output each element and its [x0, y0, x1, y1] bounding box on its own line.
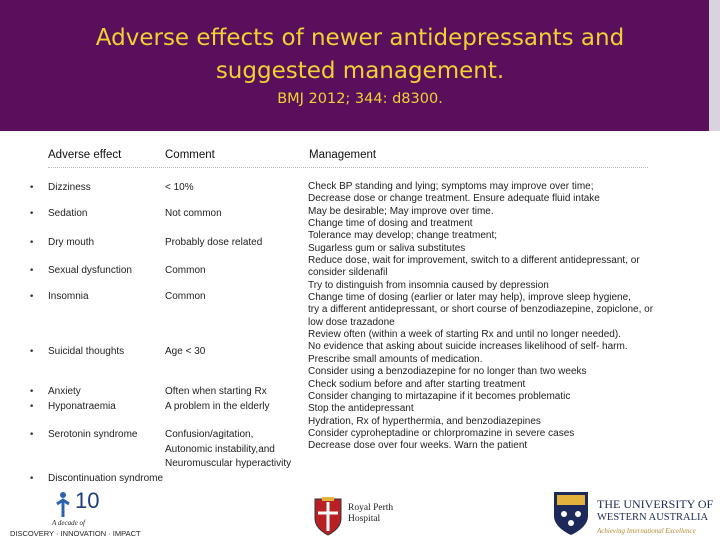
- decade-pillars: DISCOVERY · INNOVATION · IMPACT: [10, 529, 141, 538]
- bullet: •: [29, 209, 35, 219]
- hospital-name: [348, 503, 393, 525]
- management-line: Change time of dosing (earlier or later may help), improve sleep hygiene,: [308, 292, 631, 304]
- management-line: Tolerance may develop; change treatment;: [308, 230, 497, 242]
- management-line: Stop the antidepressant: [308, 403, 414, 415]
- bullet: •: [29, 474, 35, 484]
- management-line: Decrease dose or change treatment. Ensure adequate fluid intake: [308, 193, 600, 205]
- comment-dizziness: < 10%: [165, 182, 194, 193]
- bullet: •: [29, 183, 35, 193]
- management-line: Change time of dosing and treatment: [308, 218, 473, 230]
- management-column: [308, 181, 653, 453]
- bullet: •: [29, 347, 35, 357]
- hospital-logo: [305, 493, 415, 540]
- title-line-2: suggested management.: [215, 58, 505, 84]
- management-line: low dose trazadone: [308, 316, 395, 328]
- decade-number: 10: [75, 488, 100, 513]
- management-line: Decrease dose over four weeks. Warn the patient: [308, 440, 528, 452]
- effect-dizziness: Dizziness: [48, 182, 91, 193]
- management-line: Hydration, Rx of hyperthermia, and benzodiazepines: [308, 415, 541, 427]
- comment-sexual-dysfunction: Common: [165, 265, 206, 276]
- comment-dry-mouth: Probably dose related: [165, 237, 263, 248]
- effect-anxiety: Anxiety: [48, 386, 81, 397]
- bullet: •: [29, 402, 35, 412]
- column-header-adverse-effect: Adverse effect: [48, 149, 122, 161]
- comment-insomnia: Common: [165, 291, 206, 302]
- comment-serotonin-2: Autonomic instability,and: [165, 444, 275, 455]
- university-motto: Achieving International Excellence: [597, 527, 696, 535]
- management-line: May be desirable; May improve over time.: [308, 205, 494, 217]
- column-header-management: Management: [309, 149, 377, 161]
- comment-serotonin-1: Confusion/agitation,: [165, 429, 254, 440]
- column-header-comment: Comment: [165, 149, 215, 161]
- bullet: •: [29, 430, 35, 440]
- management-line: Reduce dose, wait for improvement, switch to a different antidepressant, or: [308, 255, 640, 267]
- university-crest-icon: [552, 490, 590, 536]
- decade-figure-icon: [53, 491, 73, 519]
- effect-sedation: Sedation: [48, 208, 88, 219]
- effect-discontinuation-syndrome: Discontinuation syndrome: [48, 473, 164, 484]
- effect-serotonin-syndrome: Serotonin syndrome: [48, 429, 138, 440]
- management-line: Sugarless gum or saliva substitutes: [308, 242, 466, 254]
- comment-serotonin-3: Neuromuscular hyperactivity: [165, 458, 292, 469]
- comment-anxiety: Often when starting Rx: [165, 386, 267, 397]
- effect-insomnia: Insomnia: [48, 291, 89, 302]
- management-line: Prescribe small amounts of medication.: [308, 353, 483, 365]
- slide-title: [0, 22, 720, 88]
- management-line: Check BP standing and lying; symptoms may improve over time;: [308, 181, 594, 192]
- university-logo: [550, 490, 720, 540]
- management-line: Review often (within a week of starting Rx and until no longer needed).: [308, 329, 621, 341]
- hospital-shield-icon: [313, 497, 343, 537]
- decade-tagline: A decade of: [52, 519, 85, 527]
- bullet: •: [29, 266, 35, 276]
- header-divider: [48, 167, 648, 168]
- hospital-name-line-2: Hospital: [348, 514, 381, 524]
- university-name-line-1: THE UNIVERSITY OF: [597, 497, 714, 511]
- bullet: •: [29, 387, 35, 397]
- management-line: try a different antidepressant, or short course of benzodiazepine, zopiclone, or: [308, 304, 654, 316]
- management-line: Consider changing to mirtazapine if it becomes problematic: [308, 390, 571, 402]
- management-line: Consider cyproheptadine or chlorpromazine in severe cases: [308, 427, 575, 439]
- hospital-name-line-1: Royal Perth: [348, 503, 394, 513]
- management-line: consider sildenafil: [308, 267, 388, 279]
- comment-suicidal-thoughts: Age < 30: [165, 346, 206, 357]
- title-line-1: Adverse effects of newer antidepressants and: [95, 25, 625, 51]
- management-line: Consider using a benzodiazepine for no longer than two weeks: [308, 366, 587, 378]
- comment-sedation: Not common: [165, 208, 222, 219]
- effect-dry-mouth: Dry mouth: [48, 237, 95, 248]
- management-line: No evidence that asking about suicide increases likelihood of self- harm.: [308, 341, 628, 353]
- bullet: •: [29, 292, 35, 302]
- effect-sexual-dysfunction: Sexual dysfunction: [48, 265, 132, 276]
- comment-hyponatraemia: A problem in the elderly: [165, 401, 270, 412]
- bullet: •: [29, 238, 35, 248]
- management-line: Try to distinguish from insomnia caused by depression: [308, 279, 549, 291]
- citation: BMJ 2012; 344: d8300.: [277, 91, 443, 107]
- university-name-line-2: WESTERN AUSTRALIA: [597, 512, 709, 523]
- effect-hyponatraemia: Hyponatraemia: [48, 401, 116, 412]
- decade-logo: [10, 488, 141, 538]
- management-line: Check sodium before and after starting treatment: [308, 378, 526, 390]
- effect-suicidal-thoughts: Suicidal thoughts: [48, 346, 125, 357]
